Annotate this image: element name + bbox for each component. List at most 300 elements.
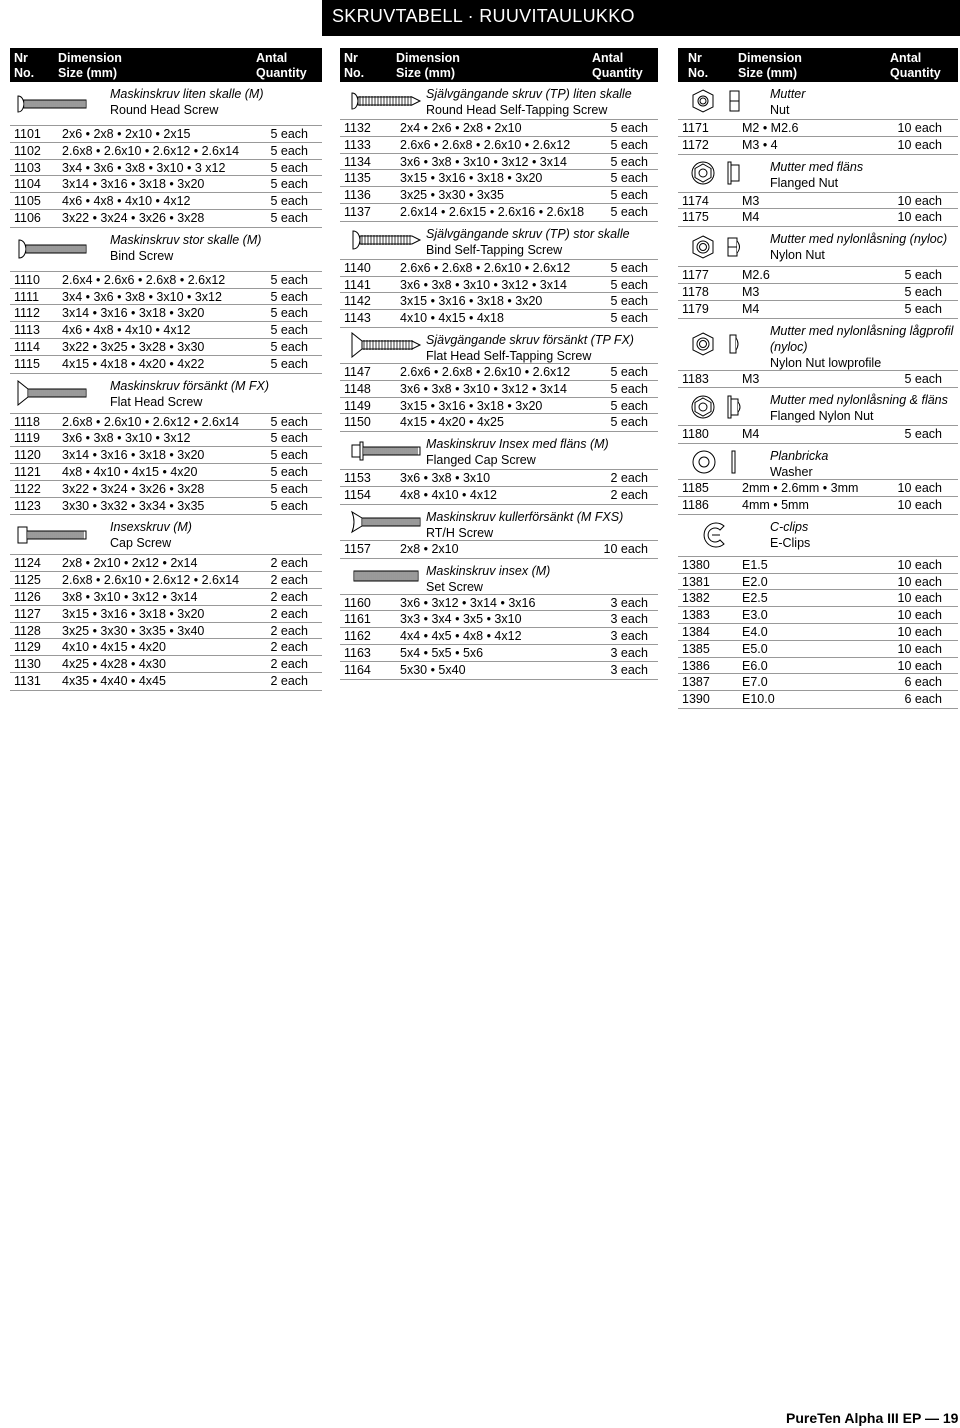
part-size: 3x6 • 3x8 • 3x10 • 3x12 [62,431,191,446]
header-quantity-line-2: Quantity [256,66,307,80]
column-header [678,48,958,82]
part-number: 1129 [14,640,41,655]
part-number: 1120 [14,448,41,463]
section-heading [340,82,658,120]
rth-screw-icon [350,510,422,534]
table-row [678,674,958,691]
washer-icon [690,449,750,475]
part-quantity: 3 each [610,595,648,610]
part-quantity: 5 each [610,398,648,413]
part-quantity: 5 each [270,498,308,513]
table-row [340,260,658,277]
header-dimension [396,51,460,81]
section-title-swedish: Mutter med nylonlåsning & fläns [770,393,948,408]
bind-tapping-screw-icon [350,229,422,251]
section-title [770,159,954,191]
part-quantity: 5 each [270,160,308,175]
screw-table-column-1 [10,48,322,691]
part-size: 3x14 • 3x16 • 3x18 • 3x20 [62,448,205,463]
part-quantity: 10 each [897,210,942,225]
header-quantity [592,51,643,81]
table-row [678,137,958,154]
header-dimension-line-2: Size (mm) [58,66,118,80]
section-title-swedish: Maskinskruv liten skalle (M) [110,87,264,101]
round-head-tapping-screw-icon [350,90,422,112]
section-rth-screw [340,505,658,559]
part-number: 1131 [14,673,41,688]
section-title-swedish: C-clips [770,519,809,534]
part-quantity: 5 each [904,268,942,283]
nut-icon [690,88,750,114]
section-title-swedish: Maskinskruv insex (M) [426,563,551,578]
part-number: 1141 [344,277,371,292]
part-quantity: 5 each [610,137,648,152]
section-title [426,563,654,595]
part-size: 2mm • 2.6mm • 3mm [742,481,859,496]
section-bind-screw [10,228,322,374]
part-number: 1124 [14,556,41,571]
part-size: 2x4 • 2x6 • 2x8 • 2x10 [400,121,522,135]
section-heading [678,444,958,480]
part-number: 1114 [14,339,40,354]
part-number: 1153 [344,471,371,486]
part-size: 4x6 • 4x8 • 4x10 • 4x12 [62,323,191,338]
part-number: 1384 [682,624,710,639]
section-cap-screw [10,515,322,690]
part-size: 2.6x6 • 2.6x8 • 2.6x10 • 2.6x12 [400,260,571,275]
section-title [426,509,654,541]
table-row [10,572,322,589]
table-row [340,187,658,204]
header-nr-line-1: Nr [688,51,702,65]
section-nut [678,82,958,155]
set-screw-icon [350,567,422,585]
table-row [340,611,658,628]
part-quantity: 5 each [610,188,648,203]
header-nr [688,51,708,81]
section-title-english: Flanged Cap Screw [426,453,536,468]
section-title-english: Bind Screw [110,248,174,263]
part-size: 2.6x6 • 2.6x8 • 2.6x10 • 2.6x12 [400,364,571,379]
part-number: 1118 [14,414,40,429]
table-row [340,381,658,398]
part-size: M4 [742,301,760,316]
part-number: 1185 [682,481,709,496]
header-dimension-line-2: Size (mm) [396,66,456,80]
section-heading [678,515,958,557]
part-number: 1128 [14,623,41,638]
section-heading [678,155,958,193]
part-number: 1385 [682,641,710,656]
part-quantity: 5 each [904,427,942,442]
part-quantity: 5 each [610,311,648,326]
part-number: 1143 [344,311,371,326]
part-size: M2 • M2.6 [742,121,799,135]
section-heading [678,227,958,267]
part-size: 4x8 • 4x10 • 4x15 • 4x20 [62,464,198,479]
part-size: 3x14 • 3x16 • 3x18 • 3x20 [62,177,205,192]
part-quantity: 10 each [897,193,942,208]
section-title-english: Flat Head Self-Tapping Screw [426,348,592,363]
part-number: 1154 [344,487,371,502]
part-quantity: 2 each [270,606,308,621]
part-number: 1110 [14,272,40,287]
footer-product: PureTen Alpha III EP [786,1410,922,1426]
table-row [10,589,322,606]
table-row [340,137,658,154]
header-dimension-line-1: Dimension [738,51,802,65]
part-quantity: 5 each [610,171,648,186]
part-quantity: 5 each [270,356,308,371]
table-row [10,176,322,193]
part-quantity: 10 each [897,624,942,639]
table-row [340,628,658,645]
part-number: 1147 [344,364,371,379]
part-size: 5x30 • 5x40 [400,662,466,677]
part-quantity: 5 each [610,364,648,379]
part-number: 1180 [682,427,709,442]
section-title-english: RT/H Screw [426,525,494,540]
part-size: 4x35 • 4x40 • 4x45 [62,673,166,688]
part-quantity: 5 each [270,127,308,141]
part-size: 2.6x8 • 2.6x10 • 2.6x12 • 2.6x14 [62,414,240,429]
part-quantity: 2 each [270,673,308,688]
table-row [10,339,322,356]
flanged-nylon-nut-icon [690,394,750,420]
part-quantity: 5 each [270,194,308,209]
part-size: E5.0 [742,641,768,656]
part-size: 4x25 • 4x28 • 4x30 [62,657,166,672]
part-number: 1386 [682,658,710,673]
header-dimension-line-1: Dimension [396,51,460,65]
part-size: 2x8 • 2x10 • 2x12 • 2x14 [62,556,198,571]
section-title-english: Nut [770,103,790,117]
part-size: M3 [742,193,760,208]
header-nr [344,51,364,81]
part-number: 1148 [344,381,371,396]
part-number: 1175 [682,210,709,225]
section-title-english: Bind Self-Tapping Screw [426,242,563,257]
part-size: 3x6 • 3x8 • 3x10 • 3x12 • 3x14 [400,381,567,396]
part-quantity: 3 each [610,645,648,660]
table-row [10,447,322,464]
section-title [770,448,954,480]
table-row [340,310,658,327]
round-head-screw-icon [16,93,88,115]
table-row [10,430,322,447]
part-quantity: 5 each [270,210,308,225]
section-round-head-screw [10,82,322,228]
part-number: 1172 [682,137,709,152]
section-title [110,232,318,264]
section-flat-head-screw [10,374,322,516]
part-number: 1130 [14,657,41,672]
table-row [10,210,322,227]
section-title [770,519,954,551]
part-number: 1112 [14,306,40,321]
part-size: 3x22 • 3x24 • 3x26 • 3x28 [62,481,205,496]
part-quantity: 5 each [610,204,648,219]
part-number: 1164 [344,662,371,677]
part-quantity: 5 each [610,260,648,275]
section-title-english: Round Head Screw [110,103,219,117]
part-size: 2.6x4 • 2.6x6 • 2.6x8 • 2.6x12 [62,272,226,287]
section-title [110,86,318,118]
screw-table-column-2 [340,48,658,680]
e-clip-icon [690,520,750,550]
part-number: 1183 [682,371,709,386]
section-title-swedish: Sjävgängande skruv försänkt (TP FX) [426,332,634,347]
section-flanged-nut [678,155,958,228]
section-title [770,86,954,118]
part-quantity: 10 each [897,608,942,623]
table-row [678,497,958,514]
header-nr-line-2: No. [14,66,35,80]
part-quantity: 5 each [610,294,648,309]
column-header [340,48,658,82]
part-size: 3x6 • 3x12 • 3x14 • 3x16 [400,595,536,610]
section-heading [10,82,322,126]
part-number: 1103 [14,160,41,175]
part-size: 3x15 • 3x16 • 3x18 • 3x20 [400,171,543,186]
table-row [10,498,322,515]
table-row [10,143,322,160]
section-title-english: Flat Head Screw [110,394,203,409]
part-quantity: 10 each [897,481,942,496]
part-quantity: 10 each [897,557,942,572]
table-row [10,272,322,289]
cap-screw-icon [16,524,88,546]
part-quantity: 5 each [270,339,308,354]
part-number: 1104 [14,177,41,192]
section-heading [678,82,958,120]
part-size: E6.0 [742,658,768,673]
part-quantity: 2 each [610,487,648,502]
part-size: E1.5 [742,557,768,572]
table-row [340,662,658,679]
table-row [678,480,958,497]
part-number: 1171 [682,121,709,135]
part-size: 3x8 • 3x10 • 3x12 • 3x14 [62,589,198,604]
header-nr [14,51,34,81]
section-title-english: Flanged Nylon Nut [770,409,874,424]
section-title [110,519,318,551]
table-row [10,656,322,673]
table-row [10,623,322,640]
part-quantity: 2 each [270,623,308,638]
part-quantity: 5 each [610,277,648,292]
section-title-swedish: Självgängande skruv (TP) liten skalle [426,87,632,101]
section-set-screw [340,559,658,680]
section-title-english: E-Clips [770,535,811,550]
part-quantity: 5 each [610,154,648,169]
part-quantity: 5 each [904,301,942,316]
part-number: 1380 [682,557,710,572]
table-row [340,414,658,431]
part-number: 1177 [682,268,709,283]
section-heading [678,388,958,426]
section-title-english: Nylon Nut [770,248,825,263]
table-row [10,606,322,623]
table-row [10,555,322,572]
part-number: 1136 [344,188,371,203]
part-size: M3 [742,284,760,299]
header-dimension-line-1: Dimension [58,51,122,65]
section-title-swedish: Mutter [770,87,806,101]
part-number: 1157 [344,541,371,556]
part-number: 1126 [14,589,41,604]
section-heading [340,505,658,541]
part-number: 1133 [344,137,371,152]
section-title-swedish: Maskinskruv Insex med fläns (M) [426,437,609,452]
flat-head-tapping-screw-icon [350,332,422,358]
section-title-swedish: Maskinskruv kullerförsänkt (M FXS) [426,509,624,524]
section-heading [340,222,658,260]
part-number: 1382 [682,591,710,606]
table-row [10,305,322,322]
part-number: 1135 [344,171,371,186]
footer-dash: — [925,1410,939,1426]
header-quantity-line-1: Antal [256,51,288,65]
part-size: 3x22 • 3x25 • 3x28 • 3x30 [62,339,205,354]
part-size: 4x8 • 4x10 • 4x12 [400,487,498,502]
header-quantity-line-1: Antal [592,51,624,65]
table-row [340,470,658,487]
part-number: 1161 [344,612,371,627]
section-title-swedish: Mutter med nylonlåsning (nyloc) [770,232,948,247]
part-quantity: 10 each [897,658,942,673]
table-row [678,267,958,284]
flanged-cap-screw-icon [350,440,422,462]
table-row [678,284,958,301]
part-size: 3x6 • 3x8 • 3x10 [400,471,491,486]
part-size: E2.0 [742,574,768,589]
part-quantity: 2 each [270,589,308,604]
section-heading [10,374,322,414]
section-title-swedish: Insexskruv (M) [110,520,192,535]
part-quantity: 10 each [897,591,942,606]
section-title-english: Nylon Nut lowprofile [770,355,882,370]
footer-page-number: 19 [942,1410,959,1426]
section-flat-head-tapping-screw [340,328,658,432]
section-heading [340,328,658,364]
part-number: 1162 [344,629,371,644]
table-row [678,641,958,658]
part-quantity: 5 each [270,306,308,321]
part-quantity: 5 each [610,121,648,135]
part-quantity: 5 each [270,272,308,287]
section-bind-tapping-screw [340,222,658,328]
part-number: 1163 [344,645,371,660]
part-size: 2.6x8 • 2.6x10 • 2.6x12 • 2.6x14 [62,143,240,158]
table-row [10,481,322,498]
nylon-nut-icon [690,234,750,260]
part-size: 4x6 • 4x8 • 4x10 • 4x12 [62,194,191,209]
part-quantity: 2 each [270,657,308,672]
section-title-english: Round Head Self-Tapping Screw [426,103,608,117]
part-quantity: 10 each [897,137,942,152]
part-size: M3 [742,371,760,386]
part-number: 1179 [682,301,709,316]
table-row [340,541,658,558]
part-quantity: 3 each [610,662,648,677]
part-size: 4x4 • 4x5 • 4x8 • 4x12 [400,629,522,644]
header-nr-line-2: No. [688,66,709,80]
part-quantity: 5 each [270,414,308,429]
section-title-english: Washer [770,465,813,480]
part-quantity: 5 each [270,481,308,496]
table-row [678,301,958,318]
part-number: 1101 [14,127,41,141]
part-size: M3 • 4 [742,137,778,152]
part-number: 1122 [14,481,41,496]
part-size: 3x6 • 3x8 • 3x10 • 3x12 • 3x14 [400,277,567,292]
part-quantity: 3 each [610,629,648,644]
part-number: 1102 [14,143,41,158]
part-number: 1127 [14,606,41,621]
part-number: 1137 [344,204,371,219]
table-row [10,126,322,143]
part-quantity: 2 each [270,640,308,655]
part-quantity: 5 each [610,415,648,430]
table-row [678,607,958,624]
header-dimension [738,51,802,81]
section-title-english: Cap Screw [110,536,172,551]
table-row [678,371,958,388]
header-quantity-line-2: Quantity [592,66,643,80]
table-row [10,673,322,690]
table-row [678,120,958,137]
part-quantity: 5 each [270,143,308,158]
table-row [10,639,322,656]
section-title-swedish: Maskinskruv försänkt (M FX) [110,378,270,393]
header-quantity [256,51,307,81]
section-title-english: Set Screw [426,579,483,594]
page-footer [786,1410,958,1426]
section-title [426,332,654,364]
part-quantity: 6 each [904,675,942,690]
table-row [10,414,322,431]
section-title [426,86,654,118]
part-size: E7.0 [742,675,768,690]
part-number: 1121 [14,464,41,479]
section-flanged-nylon-nut [678,388,958,444]
table-row [678,426,958,443]
part-number: 1140 [344,260,371,275]
part-size: 3x14 • 3x16 • 3x18 • 3x20 [62,306,205,321]
section-nylon-nut-lowprofile [678,319,958,389]
section-heading [678,319,958,371]
table-row [340,487,658,504]
table-row [678,658,958,675]
part-quantity: 5 each [610,381,648,396]
table-row [340,204,658,221]
part-quantity: 5 each [904,284,942,299]
section-heading [10,515,322,555]
part-size: E4.0 [742,624,768,639]
bind-screw-icon [16,238,88,260]
table-row [678,557,958,574]
part-quantity: 2 each [270,573,308,588]
part-number: 1174 [682,193,709,208]
table-row [340,170,658,187]
table-row [678,574,958,591]
table-row [678,209,958,226]
section-title [426,226,654,258]
part-quantity: 10 each [603,541,648,556]
part-number: 1142 [344,294,371,309]
part-quantity: 5 each [270,448,308,463]
